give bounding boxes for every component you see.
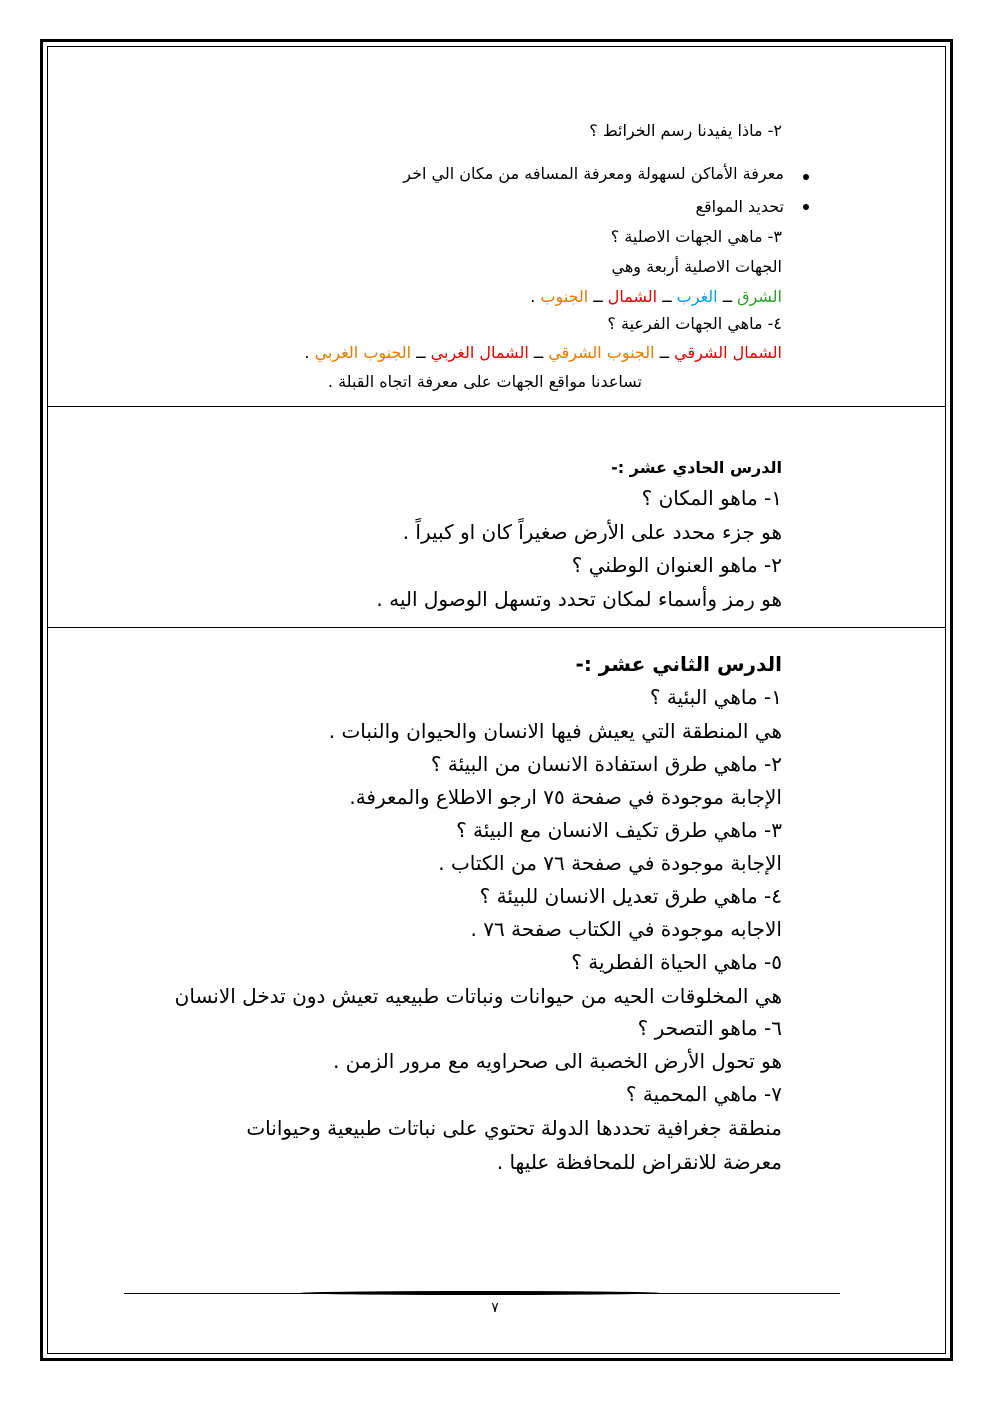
s1-question-4: ٤- ماهي الجهات الفرعية ؟ [607, 314, 782, 333]
s1-question-2: ٢- ماذا يفيدنا رسم الخرائط ؟ [589, 121, 782, 140]
s3-question-4: ٤- ماهي طرق تعديل الانسان للبيئة ؟ [479, 884, 782, 908]
dir-north: الشمال [607, 287, 658, 306]
s1-note: تساعدنا مواقع الجهات على معرفة اتجاه القبلة . [327, 372, 642, 391]
s1-answer-3: الجهات الاصلية أربعة وهي [611, 257, 782, 276]
sub-directions-line [304, 343, 782, 362]
dir-south: الجنوب [540, 287, 589, 306]
s3-answer-5: هي المخلوقات الحيه من حيوانات ونباتات طبيعيه تعيش دون تدخل الانسان [174, 984, 782, 1008]
s1-bullet-1: معرفة الأماكن لسهولة ومعرفة المسافه من مكان الي اخر [403, 164, 784, 183]
s3-answer-7-line-1: منطقة جغرافية تحددها الدولة تحتوي على نباتات طبيعية وحيوانات [246, 1116, 782, 1140]
s3-question-7: ٧- ماهي المحمية ؟ [625, 1082, 782, 1106]
dir-northwest: الشمال الغربي [430, 343, 529, 362]
page-number: ٧ [491, 1300, 499, 1316]
s3-answer-1: هي المنطقة التي يعيش فيها الانسان والحيوان والنبات . [328, 719, 782, 743]
dir-sep: ــ [657, 287, 677, 306]
dir-east: الشرق [737, 287, 782, 306]
dir-sep: ــ [588, 287, 608, 306]
s1-bullet-2: تحديد المواقع [695, 197, 784, 216]
section-divider [48, 406, 945, 407]
s2-answer-2: هو رمز وأسماء لمكان تحدد وتسهل الوصول اليه . [376, 587, 782, 611]
bullet-dot [803, 204, 809, 210]
s1-question-3: ٣- ماهي الجهات الاصلية ؟ [610, 227, 782, 246]
s3-question-3: ٣- ماهي طرق تكيف الانسان مع البيئة ؟ [456, 818, 782, 842]
bullet-dot [803, 174, 809, 180]
s2-title: الدرس الحادي عشر :- [611, 458, 782, 477]
s3-question-6: ٦- ماهو التصحر ؟ [637, 1016, 782, 1040]
dir-sep: ــ [528, 343, 549, 362]
s3-title: الدرس الثاني عشر :- [575, 652, 782, 676]
dir-southwest: الجنوب الغربي [314, 343, 412, 362]
s2-question-1: ١- ماهو المكان ؟ [641, 486, 782, 510]
footer-ornament [300, 1291, 660, 1295]
s3-answer-6: هو تحول الأرض الخصبة الى صحراويه مع مرور الزمن . [332, 1049, 782, 1073]
dir-northeast: الشمال الشرقي [674, 343, 782, 362]
dir-southeast: الجنوب الشرقي [548, 343, 655, 362]
main-directions-line [530, 287, 782, 306]
s3-answer-4: الاجابه موجودة في الكتاب صفحة ٧٦ . [470, 917, 782, 941]
s3-question-1: ١- ماهي البئية ؟ [649, 685, 782, 709]
s2-answer-1: هو جزء محدد على الأرض صغيراً كان او كبيراً . [402, 520, 782, 544]
s3-question-5: ٥- ماهي الحياة الفطرية ؟ [571, 950, 782, 974]
s3-answer-7-line-2: معرضة للانقراض للمحافظة عليها . [496, 1150, 782, 1174]
dir-sep: ــ [411, 343, 431, 362]
dir-west: الغرب [676, 287, 718, 306]
s3-answer-3: الإجابة موجودة في صفحة ٧٦ من الكتاب . [438, 851, 782, 875]
s3-question-2: ٢- ماهي طرق استفادة الانسان من البيئة ؟ [430, 752, 782, 776]
s2-question-2: ٢- ماهو العنوان الوطني ؟ [571, 553, 782, 577]
dir-end: . [304, 343, 315, 362]
section-divider [48, 627, 945, 628]
dir-sep: ــ [717, 287, 738, 306]
dir-sep: ــ [654, 343, 675, 362]
s3-answer-2: الإجابة موجودة في صفحة ٧٥ ارجو الاطلاع والمعرفة. [349, 785, 782, 809]
dir-end: . [530, 287, 541, 306]
